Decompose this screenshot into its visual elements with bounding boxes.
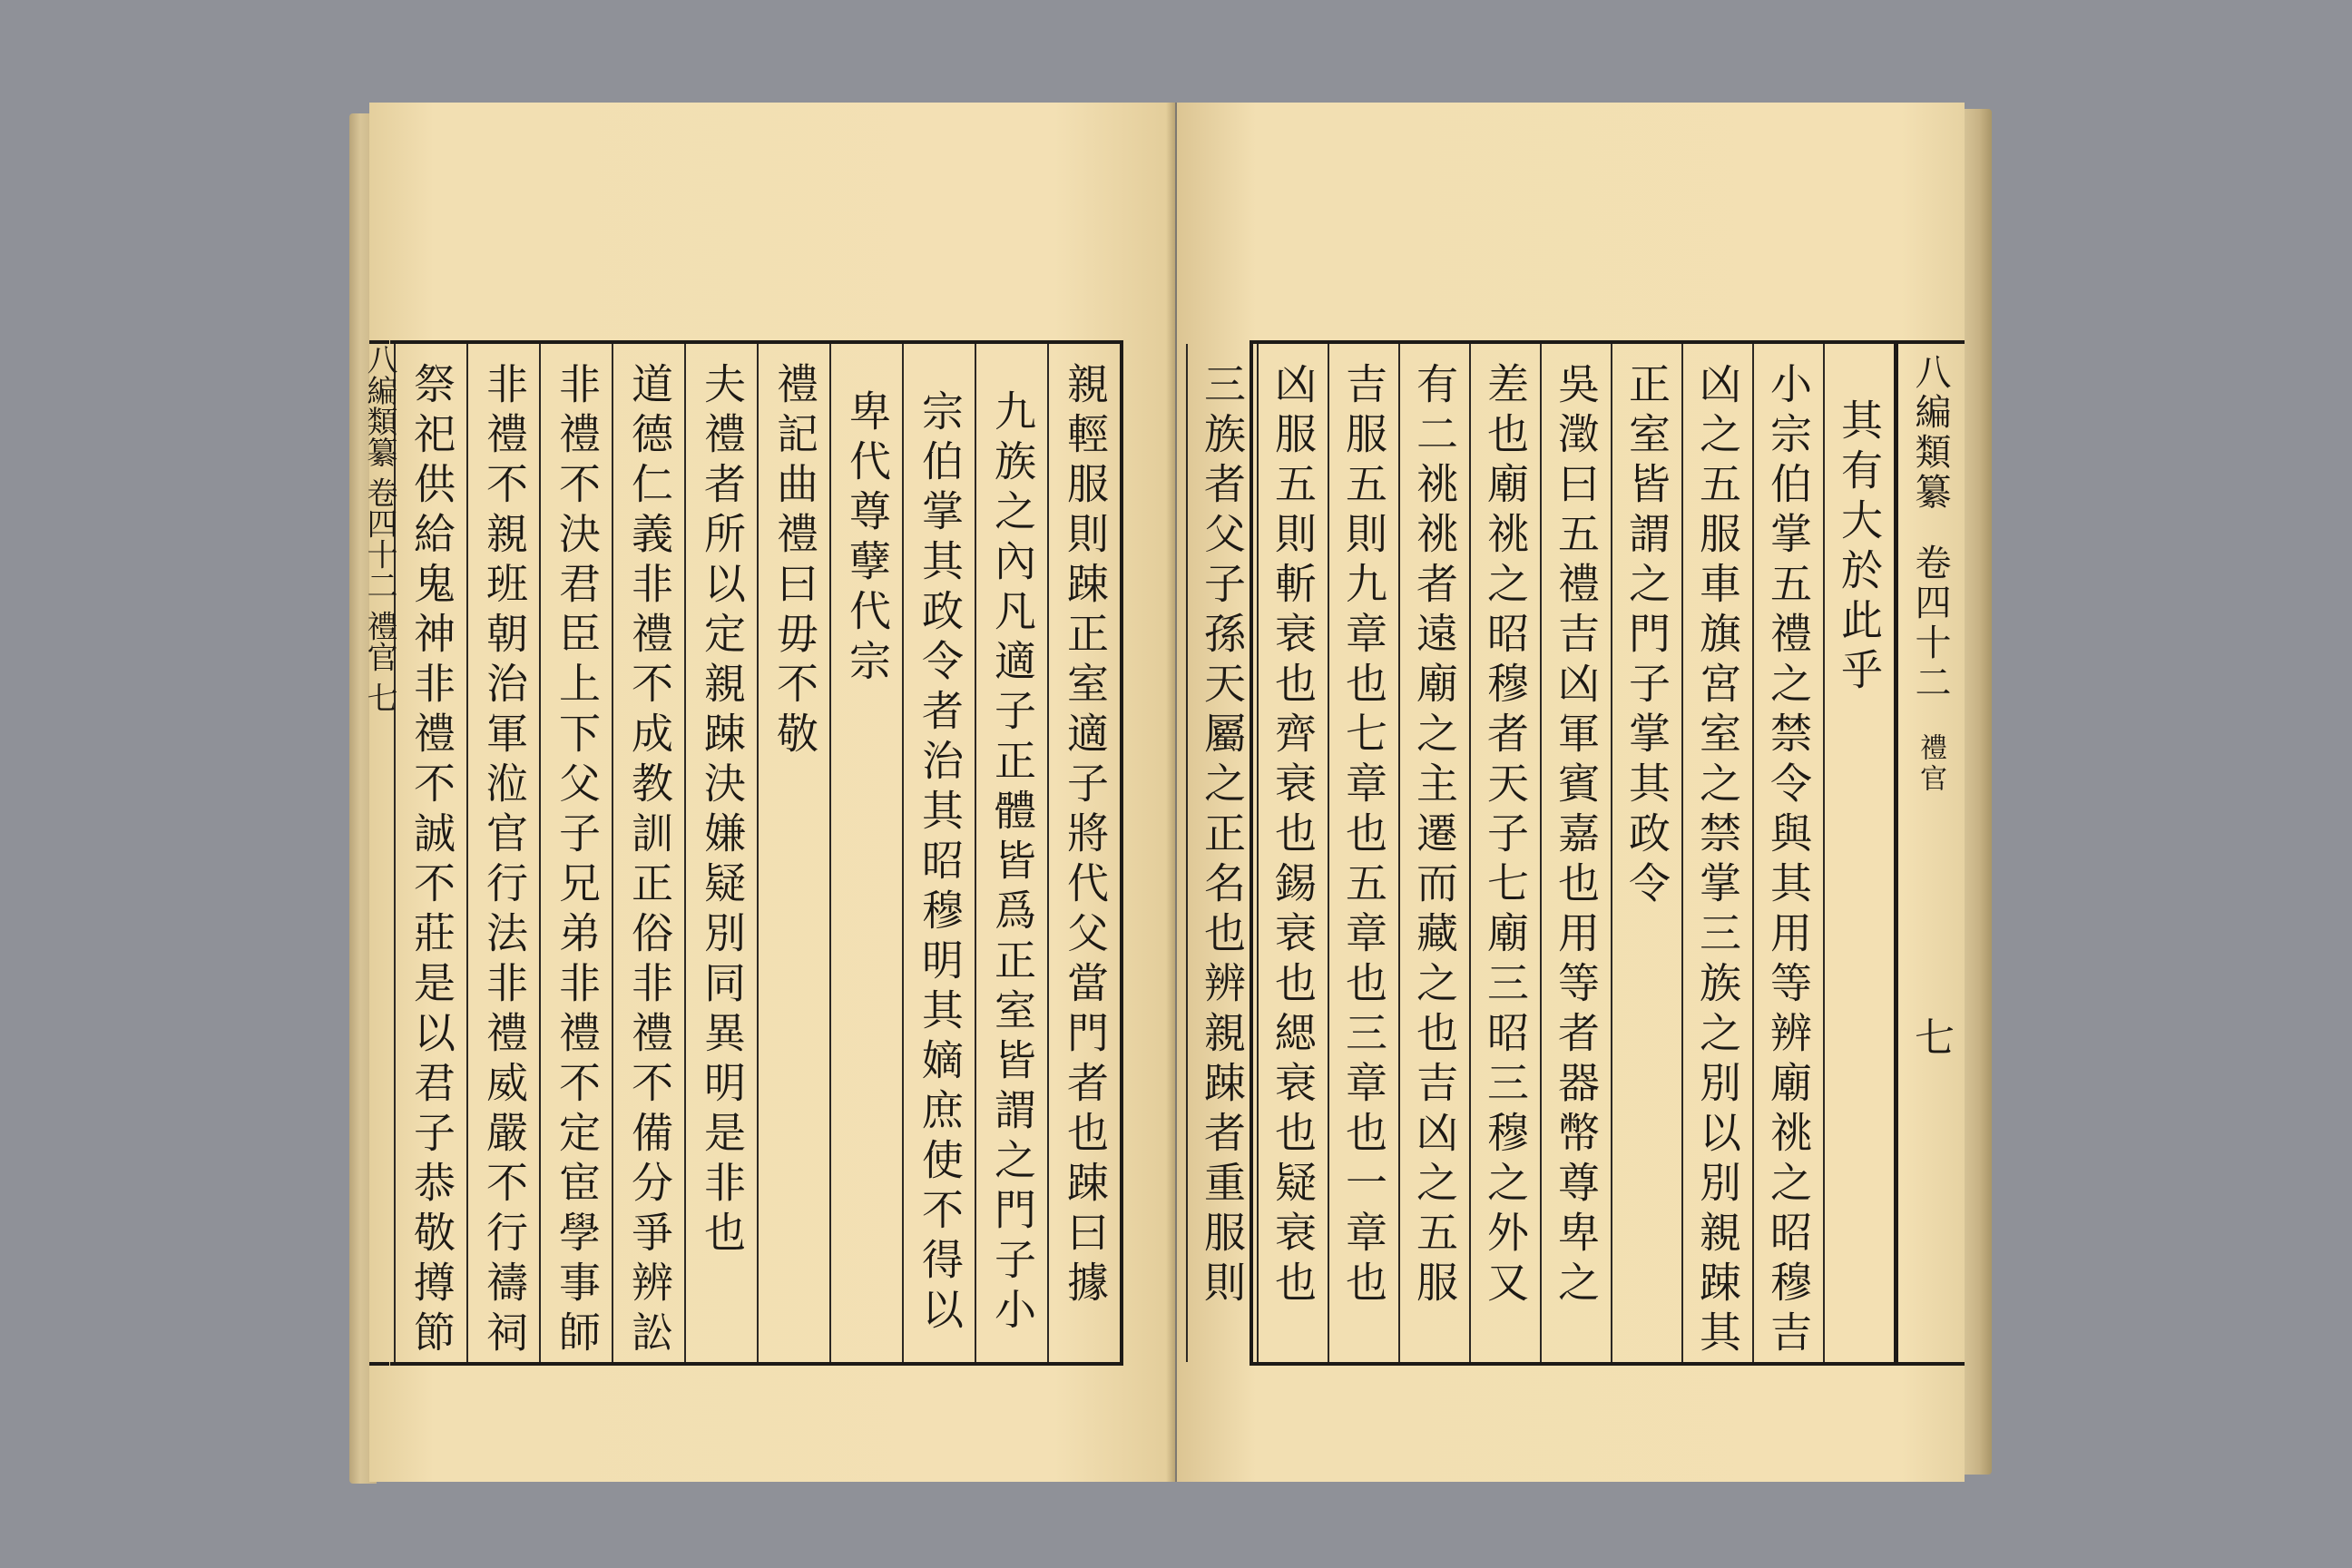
text-column: 非禮不決君臣上下父子兄弟非禮不定宦學事師 — [539, 344, 612, 1362]
text-column: 祭祀供給鬼神非禮不誠不莊是以君子恭敬撙節 — [394, 344, 466, 1362]
right-page — [1177, 103, 1965, 1482]
text-column: 卑代尊孽代宗 — [829, 344, 902, 1362]
text-column: 小宗伯掌五禮之禁令與其用等辨廟祧之昭穆吉 — [1752, 344, 1823, 1362]
text-column: 三族者父子孫天屬之正名也辨親踈者重服則 — [1186, 344, 1257, 1362]
text-column: 凶服五則斬衰也齊衰也錫衰也緦衰也疑衰也 — [1257, 344, 1328, 1362]
text-column: 宗伯掌其政令者治其昭穆明其嫡庶使不得以 — [902, 344, 975, 1362]
section-label: 禮官 — [361, 610, 397, 672]
text-column: 有二祧祧者遠廟之主遷而藏之也吉凶之五服 — [1398, 344, 1469, 1362]
page-edges-right — [1961, 109, 1992, 1475]
right-text-frame — [1198, 340, 1965, 1366]
book-title: 八編類纂 — [1909, 353, 1951, 513]
text-column: 非禮不親班朝治軍涖官行法非禮威嚴不行禱祠 — [466, 344, 539, 1362]
text-column: 親輕服則踈正室適子將代父當門者也踈曰據 — [1047, 344, 1120, 1362]
section-label: 禮官 — [1915, 733, 1946, 796]
open-book — [349, 95, 1992, 1497]
volume-label: 卷四十二 — [361, 476, 397, 601]
text-column: 吉服五則九章也七章也五章也三章也一章也 — [1328, 344, 1398, 1362]
text-column: 九族之內凡適子正體皆爲正室皆謂之門子小 — [975, 344, 1047, 1362]
text-column: 吳澂曰五禮吉凶軍賓嘉也用等者器幣尊卑之 — [1540, 344, 1611, 1362]
text-column: 夫禮者所以定親踈決嫌疑別同異明是非也 — [684, 344, 757, 1362]
text-column: 凶之五服車旗宮室之禁掌三族之別以別親踈其 — [1681, 344, 1752, 1362]
left-text-frame — [390, 340, 1123, 1366]
text-column: 正室皆謂之門子掌其政令 — [1611, 344, 1681, 1362]
page-folio: 七 — [361, 681, 397, 713]
page-folio: 七 — [1907, 1015, 1954, 1060]
page-margin-column — [1894, 344, 1965, 1362]
text-column: 差也廟祧之昭穆者天子七廟三昭三穆之外又 — [1469, 344, 1540, 1362]
book-title: 八編類纂 — [361, 344, 397, 467]
left-page-margin — [361, 340, 397, 1366]
text-column: 禮記曲禮曰毋不敬 — [757, 344, 829, 1362]
text-column: 道德仁義非禮不成教訓正俗非禮不備分爭辨訟 — [612, 344, 684, 1362]
volume-label: 卷四十二 — [1909, 543, 1951, 703]
text-column: 其有大於此乎 — [1823, 344, 1894, 1362]
left-page — [361, 103, 1175, 1482]
